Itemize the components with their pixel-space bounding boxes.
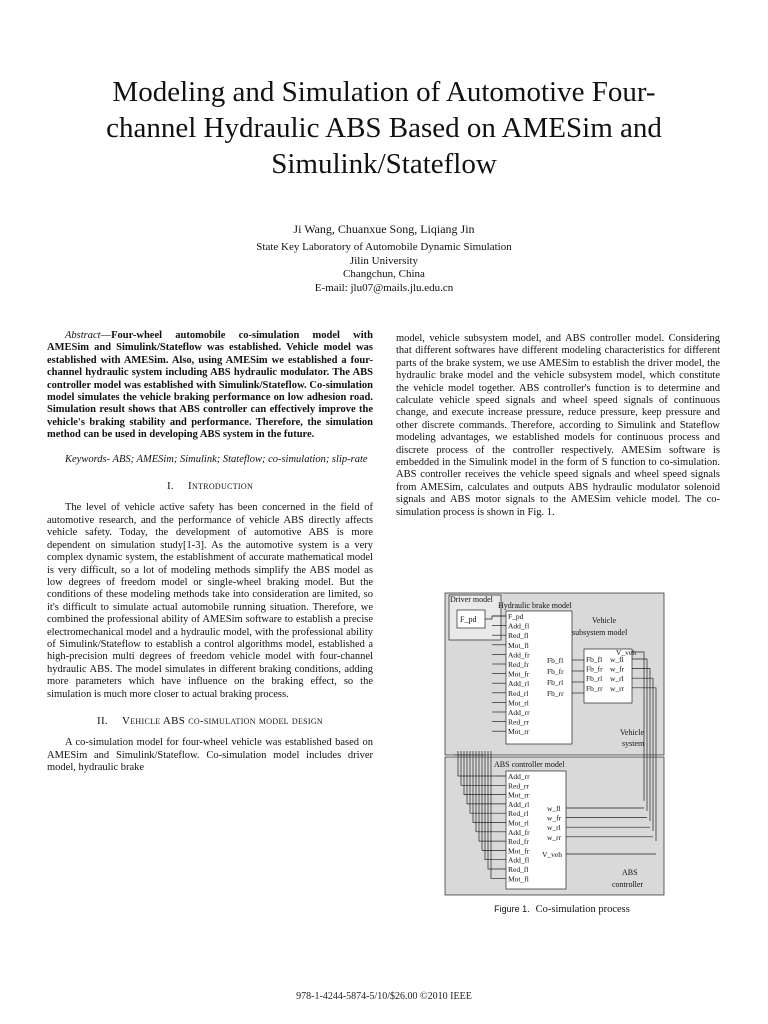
- abstract-text: Four-wheel automobile co-simulation model with AMESim and Simulink/Stateflow was established. Vehicle model was established with AMESim. Also, using AMESim we established a four-channel hydraulic system including ABS hydraulic modulator. The ABS controller model was established with Simulink/Stateflow. Co-simulation model simulates the vehicle braking performance on low adhesion road. Simulation result shows that ABS controller can effectively improve the vehicle's braking stability and performance. Therefore, the simulation method can be used in developing ABS system in the future.: [47, 330, 373, 441]
- abs-output-port: Red_fl: [508, 865, 529, 874]
- abstract-dash: —: [100, 330, 112, 341]
- abs-controller-model-label: ABS controller model: [494, 760, 565, 769]
- keywords: Keywords- ABS; AMESim; Simulink; Stateflow; co-simulation; slip-rate: [65, 453, 368, 465]
- authors: Ji Wang, Chuanxue Song, Liqiang Jin: [293, 222, 475, 236]
- abs-output-port: Mot_fr: [508, 846, 530, 856]
- figure-label: Figure 1.: [494, 904, 530, 914]
- section-title: Vehicle ABS co-simulation model design: [121, 714, 323, 727]
- hydraulic-input-port: Add_fl: [508, 621, 530, 631]
- abs-output-port: Add_fr: [508, 827, 530, 837]
- abs-output-port: Add_rr: [508, 772, 530, 781]
- affiliation-line: Changchun, China: [343, 268, 425, 280]
- affiliation: [84, 241, 684, 295]
- abs-output-port: Red_rr: [508, 781, 529, 791]
- hydraulic-output-port: Fb_rr: [547, 689, 564, 698]
- abs-output-port: Red_rl: [508, 809, 529, 819]
- abs-label: ABS: [622, 868, 638, 877]
- copyright-footer: 978-1-4244-5874-5/10/$26.00 ©2010 IEEE: [296, 991, 472, 1002]
- affiliation-line: Jilin University: [349, 254, 419, 267]
- abs-input-port: w_fr: [547, 813, 562, 823]
- title-line: Modeling and Simulation of Automotive Four-: [112, 76, 656, 108]
- abs-output-port: Mot_rr: [508, 790, 530, 800]
- figure-co-simulation: [444, 591, 666, 897]
- hydraulic-brake-model-label: Hydraulic brake model: [498, 601, 572, 610]
- vehicle-output-port: w_fl: [610, 655, 624, 664]
- vehicle-output-port: w_rl: [610, 674, 624, 684]
- abs-label: controller: [612, 880, 644, 889]
- vehicle-input-port: Fb_fl: [586, 655, 603, 664]
- vehicle-subsystem-label: Vehicle: [592, 616, 616, 625]
- left-column: [47, 330, 373, 775]
- title-line: Simulink/Stateflow: [271, 148, 497, 180]
- vehicle-input-port: Fb_rl: [586, 674, 603, 684]
- vehicle-input-port: Fb_fr: [586, 664, 603, 674]
- figure-caption-text: Co-simulation process: [535, 904, 630, 915]
- paper-title: [60, 74, 708, 182]
- hydraulic-input-port: Mot_fr: [508, 669, 530, 679]
- section-title: Introduction: [187, 480, 254, 493]
- email: E-mail: jlu07@mails.jlu.edu.cn: [314, 281, 454, 294]
- section-heading-model-design: [47, 715, 373, 727]
- abs-output-port: Mot_fl: [508, 874, 529, 884]
- vehicle-system-label: system: [622, 739, 645, 748]
- fpd-label: F_pd: [460, 615, 477, 624]
- section-number: II.: [97, 714, 108, 727]
- vehicle-subsystem-label: subsystem model: [572, 628, 628, 637]
- model-design-paragraph: A co-simulation model for four-wheel vehicle was established based on AMESim and Simulink/Stateflow. Co-simulation model includes driver model, hydraulic brake: [47, 737, 373, 774]
- hydraulic-input-port: Mot_rr: [508, 727, 530, 737]
- abs-input-port: w_rl: [547, 823, 561, 833]
- hydraulic-output-port: Fb_fr: [547, 667, 564, 676]
- vehicle-output-port: w_rr: [610, 683, 625, 693]
- hydraulic-input-port: Add_fr: [508, 650, 530, 660]
- vehicle-system-label: Vehicle: [620, 728, 644, 737]
- hydraulic-input-port: Mot_fl: [508, 640, 529, 650]
- abs-input-port: V_veh: [542, 850, 562, 859]
- hydraulic-input-port: F_pd: [508, 612, 524, 621]
- hydraulic-output-port: Fb_rl: [547, 678, 564, 687]
- vehicle-output-port: w_fr: [610, 664, 625, 674]
- model-design-paragraph-continued: model, vehicle subsystem model, and ABS controller model. Considering that different softwares have different modeling characteristics for different parts of the brake system, we use AMESim to establish the driver model, the hydraulic brake model and the vehicle subsystem model, which constitute the vehicle model together. ABS controller's function is to determine and calculate vehicle speed signals and wheel speed signals of continuous change, and execute increase pressure, reduce pressure, keep pressure and other discrete commands. Therefore, according to Simulink and Stateflow modeling advantages, we established models for continuous process and discrete process of the controller respectively. AMESim software is embedded in the Simulink model in the form of S function to co-simulation. ABS controller receives the vehicle speed signals and wheel speed signals from AMESim, calculates and outputs ABS hydraulic modulator solenoid signals and ABS motor signals to the AMESim vehicle model. The co-simulation process is shown in Fig. 1.: [396, 333, 720, 518]
- abs-output-port: Add_fl: [508, 855, 530, 865]
- abs-input-port: w_rr: [547, 832, 562, 842]
- figure-caption: [400, 904, 724, 915]
- hydraulic-input-port: Add_rr: [508, 708, 530, 717]
- introduction-paragraph: The level of vehicle active safety has been concerned in the field of automotive research, and the performance of vehicle ABS directly affects vehicle safety. Today, the development of automotive ABS is more dependent on simulation study[1-3]. As the automotive system is a very complex dynamic system, the establishment of accurate mathematical model is very difficult, so a lot of modeling methods simplify the ABS model as low degrees of freedom model or single-wheel braking model. But the conditions of these modeling methods take into consideration are limited, so it's difficult to simulate actual automobile running situation. Therefore, we combined the professional ability of AMESim software to establish a precise electromechanical model and a hydraulic model, with the professional ability of Simulink/Stateflow to establish a control algorithms model, established a high-precision multi degrees of freedom vehicle model with four-channel hydraulic ABS. The model simulates in different braking conditions, adding more parameters which have influence on the braking effect, so the simulation is much more closer to actual braking process.: [47, 502, 373, 700]
- hydraulic-input-port: Red_fr: [508, 660, 529, 669]
- abstract-label: Abstract: [65, 330, 101, 341]
- hydraulic-input-port: Red_fl: [508, 631, 529, 641]
- co-simulation-diagram: [444, 591, 666, 897]
- abs-output-port: Red_fr: [508, 837, 529, 847]
- abs-output-port: Add_rl: [508, 799, 530, 809]
- hydraulic-input-port: Red_rr: [508, 717, 529, 727]
- section-number: I.: [166, 480, 174, 493]
- hydraulic-input-port: Add_rl: [508, 679, 530, 689]
- hydraulic-output-port: Fb_fl: [547, 656, 564, 665]
- abs-input-port: w_fl: [547, 804, 561, 813]
- vehicle-output-port: V_veh: [616, 648, 636, 657]
- vehicle-input-port: Fb_rr: [586, 683, 603, 693]
- abs-output-port: Mot_rl: [508, 818, 529, 828]
- right-column: [396, 333, 720, 519]
- affiliation-line: State Key Laboratory of Automobile Dynamic Simulation: [256, 241, 512, 253]
- hydraulic-input-port: Red_rl: [508, 688, 529, 698]
- hydraulic-input-port: Mot_rl: [508, 698, 529, 708]
- abstract: [47, 330, 373, 442]
- title-line: channel Hydraulic ABS Based on AMESim and: [106, 112, 662, 144]
- driver-model-label: Driver model: [450, 595, 493, 604]
- section-heading-introduction: [47, 480, 373, 492]
